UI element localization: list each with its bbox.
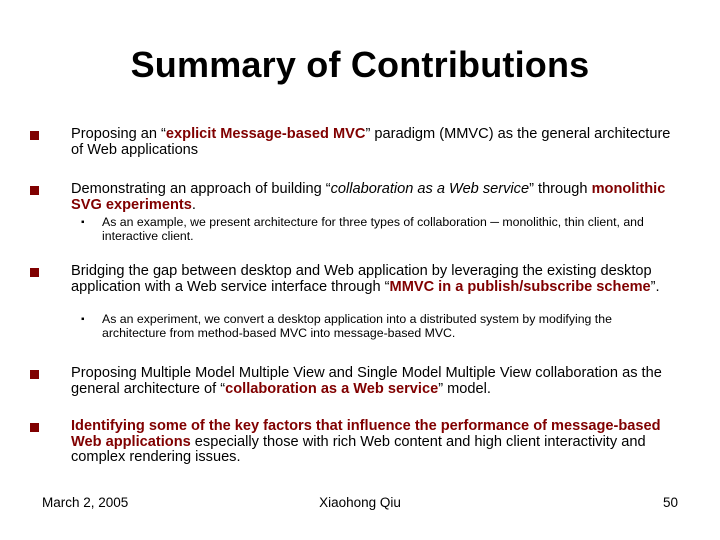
square-bullet-icon [30,268,39,277]
footer-author: Xiaohong Qiu [319,495,401,510]
footer-date: March 2, 2005 [42,495,129,510]
bullet-text [71,419,671,466]
highlight-text: monolithic SVG experiments [71,181,666,213]
bullet-text [71,127,671,158]
square-bullet-icon [30,370,39,379]
square-bullet-icon [30,131,39,140]
footer-page-number: 50 [662,495,678,510]
highlight-text: explicit Message-based MVC [165,126,366,142]
highlight-text: collaboration as a Web service [225,380,439,397]
text-run: ”. [650,278,660,295]
square-bullet-icon [30,186,39,195]
text-run: Demonstrating an approach of building “ [71,181,331,197]
text-run: Bridging the gap between desktop and Web application by leveraging the existing desktop application with a Web service interface through “ [71,263,652,295]
text-run: ” paradigm (MMVC) as the general architecture of Web applications [71,126,671,158]
sub-bullet-text: As an example, we present architecture for three types of collaboration ─ monolithic, thin client, and interactive client. [102,215,644,243]
text-run: ” model. [438,380,491,397]
bullet-text [71,366,671,397]
slide-title: Summary of Contributions [130,44,590,85]
italic-text: collaboration as a Web service [330,181,530,197]
square-bullet-icon [30,423,39,432]
text-run: Proposing Multiple Model Multiple View and Single Model Multiple View collaboration as the general architecture of “ [71,365,662,397]
text-run: ” through [529,181,592,197]
bullet-text [71,182,671,213]
text-run: Proposing an “ [71,126,166,142]
sub-bullet-icon: ▪ [81,314,85,325]
highlight-text: MMVC in a publish/subscribe scheme [389,278,651,295]
bullet-text [71,264,671,295]
text-run: . [191,196,196,213]
text-run: especially those with rich Web content and high client interactivity and complex rendering issues. [71,433,646,465]
sub-bullet-icon: ▪ [81,217,85,228]
sub-bullet-text: As an experiment, we convert a desktop application into a distributed system by modifying the architecture from method-based MVC into message-based MVC. [102,312,612,340]
highlight-text: Identifying some of the key factors that influence the performance of message-based Web applications [71,418,661,450]
